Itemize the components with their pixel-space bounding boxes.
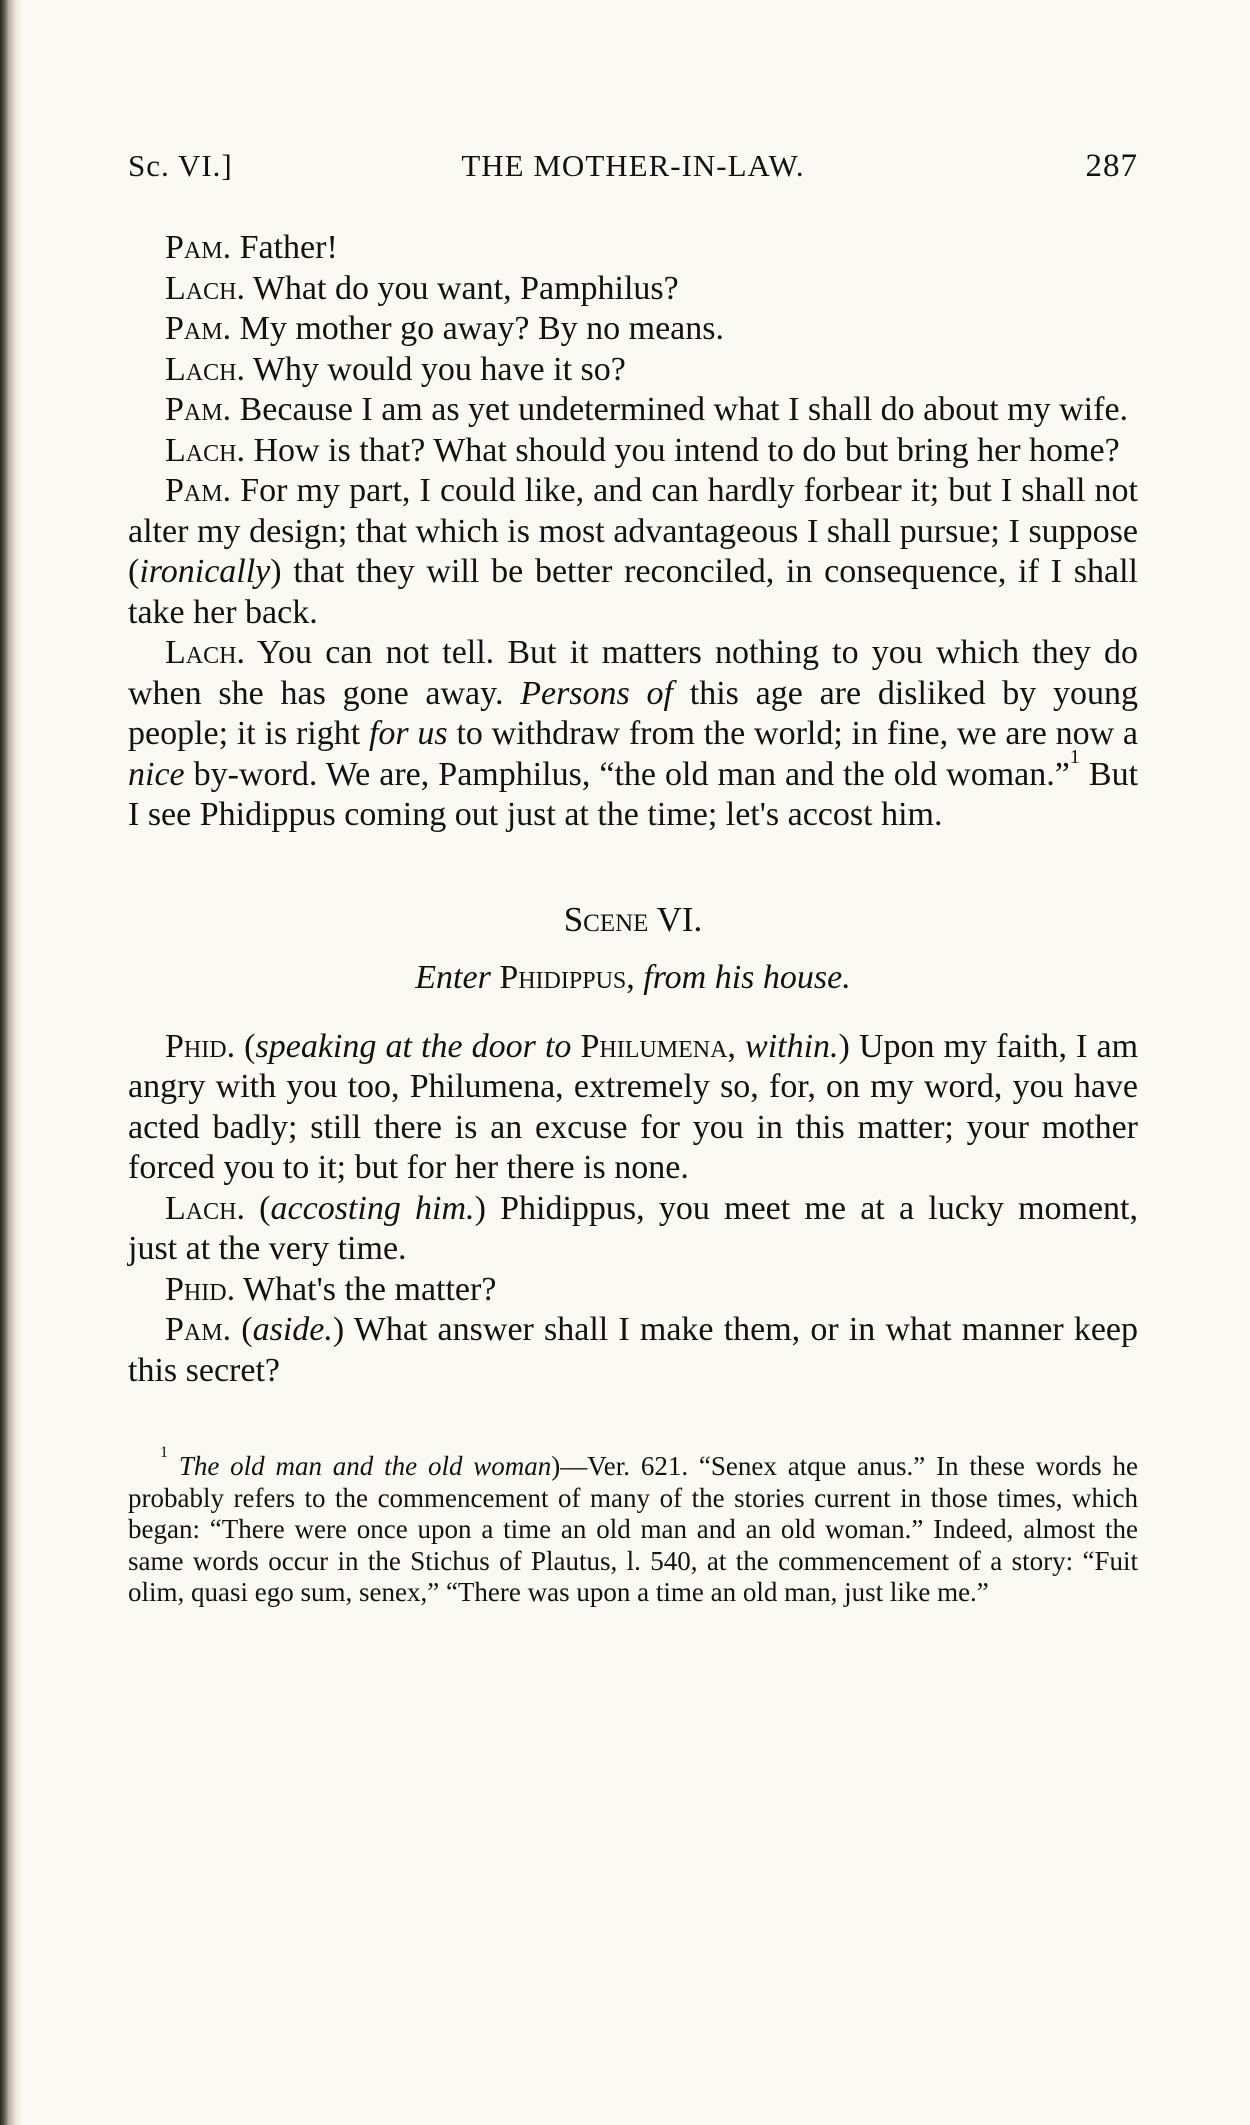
dialogue-line (128, 633, 1138, 836)
footnote-marker: 1 (1069, 745, 1080, 768)
running-header (128, 148, 1138, 198)
dialogue-line (128, 390, 1138, 431)
speaker-name: Pam. (165, 472, 232, 509)
speaker-name: Lach. (165, 431, 245, 469)
stage-direction: accosting him. (270, 1189, 475, 1227)
footnote-lemma: The old man and the old woman (178, 1451, 552, 1481)
line-text: that they will be better reconciled, in consequence, if I shall take her back. (128, 553, 1138, 631)
speaker-name: Pam. (165, 310, 232, 347)
character-name: Philumena, (580, 1027, 736, 1065)
speaker-name: Pam. (165, 391, 232, 428)
italic-insert: Persons of (520, 674, 673, 712)
speaker-name: Lach. (165, 269, 245, 307)
line-text: For my part, I could like, and can hardly forbear it; but I shall not alter my design; that which is most advantageous I shall pursue; I suppose (128, 472, 1139, 550)
line-text: this age are disliked by young people; it is right (128, 674, 1139, 752)
footnotes (128, 1444, 1138, 1609)
footnote-number: 1 (160, 1444, 168, 1461)
dialogue-line (128, 269, 1138, 310)
page-number: 287 (1085, 148, 1138, 184)
dialogue-line (128, 350, 1138, 391)
line-text: Why would you have it so? (252, 350, 626, 388)
line-text: You can not tell. But it matters nothing to you which they do when she has gone away. (128, 634, 1138, 712)
dialogue-line (128, 431, 1138, 472)
line-text: Because I am as yet undetermined what I shall do about my wife. (239, 391, 1129, 428)
dialogue-line (128, 228, 1138, 269)
section-reference: Sc. VI.] (128, 148, 233, 183)
speaker-name: Lach. (165, 634, 245, 671)
dialogue-line: Lach. (accosting him.) Phidippus, you meet me at a lucky moment, just at the very time. (128, 1189, 1138, 1267)
line-text: What answer shall I make them, or in what manner keep this secret? (128, 1311, 1139, 1389)
line-text: My mother go away? By no means. (239, 310, 724, 347)
footnote: $^1$ The old man and the old woman)—Ver. 621. “Senex atque anus.” In these words he probably refers to the commencement of many of the stories current in those times, which began: “There were once upon a time an old man and an old woman.” Indeed, almost the same words occur in the Stichus of Plautus, l. 540, at the commencement of a story: “Fuit olim, quasi ego sum, senex,” “There was upon a time an old man, just like me.” (128, 1444, 1138, 1607)
italic-insert: nice (128, 755, 185, 793)
stage-direction: speaking at the door to (255, 1027, 572, 1065)
speaker-name: Pam. (165, 229, 232, 266)
running-title: THE MOTHER-IN-LAW. (461, 148, 805, 183)
character-name: Phidippus, (499, 959, 635, 996)
stage-direction: ironically (139, 553, 271, 590)
scene-stage-direction (128, 958, 1138, 999)
speaker-name: Pam. (165, 1311, 232, 1348)
dialogue-line: Phid. (speaking at the door to Philumena, within.) Upon my faith, I am angry with you too, Philumena, extremely so, for, on my word, you have acted badly; still there is an excuse for you in this matter; your mother forced you to it; but for her there is none. (128, 1027, 1139, 1186)
from-text: from his house. (643, 959, 851, 996)
footnote-text: —Ver. 621. “Senex atque anus.” In these words he probably refers to the commencement of many of the stories current in those times, which began: “There were once upon a time an old man and an old woman.” Indeed, almost the same words occur in the Stichus of Plautus, l. 540, at the commencement of a story: “Fuit olim, quasi ego sum, senex,” “There was upon a time an old man, just like me.” (128, 1451, 1138, 1607)
stage-direction: aside. (252, 1311, 333, 1348)
dialogue-line (128, 1270, 1138, 1311)
speaker-name: Phid. (165, 1027, 236, 1065)
line-text: Phidippus, you meet me at a lucky moment, just at the very time. (128, 1189, 1138, 1267)
scene-heading: Scene VI. (563, 899, 703, 939)
line-text: How is that? What should you intend to do but bring her home? (253, 431, 1120, 469)
line-text: What's the matter? (242, 1270, 497, 1308)
line-text: But I see Phidippus coming out just at the time; let's accost him. (128, 755, 1139, 833)
enter-word: Enter (415, 959, 491, 996)
dialogue-line: Pam. For my part, I could like, and can hardly forbear it; but I shall not alter my design; that which is most advantageous I shall pursue; I suppose (ironically) that they will be better reconciled, in consequence, if I shall take her back. (128, 472, 1139, 631)
line-text: Father! (239, 229, 338, 266)
line-text: to withdraw from the world; in fine, we are now a (456, 715, 1139, 752)
line-text: Upon my faith, I am angry with you too, Philumena, extremely so, for, on my word, you have acted badly; still there is an excuse for you in this matter; your mother forced you to it; but for her there is none. (128, 1027, 1139, 1186)
dialogue-line: Pam. (aside.) What answer shall I make them, or in what manner keep this secret? (128, 1311, 1139, 1389)
dialogue-line (128, 309, 1138, 350)
speaker-name: Lach. (165, 1189, 245, 1227)
page-edge-shadow (0, 0, 22, 2125)
line-text: What do you want, Pamphilus? (252, 269, 679, 307)
book-page (128, 148, 1138, 1609)
line-text: by-word. We are, Pamphilus, “the old man and the old woman.” (193, 755, 1070, 793)
italic-insert: for us (368, 715, 448, 752)
stage-direction: within. (745, 1027, 839, 1065)
dialogue-body (128, 228, 1138, 1391)
speaker-name: Lach. (165, 350, 245, 388)
speaker-name: Phid. (165, 1270, 236, 1308)
